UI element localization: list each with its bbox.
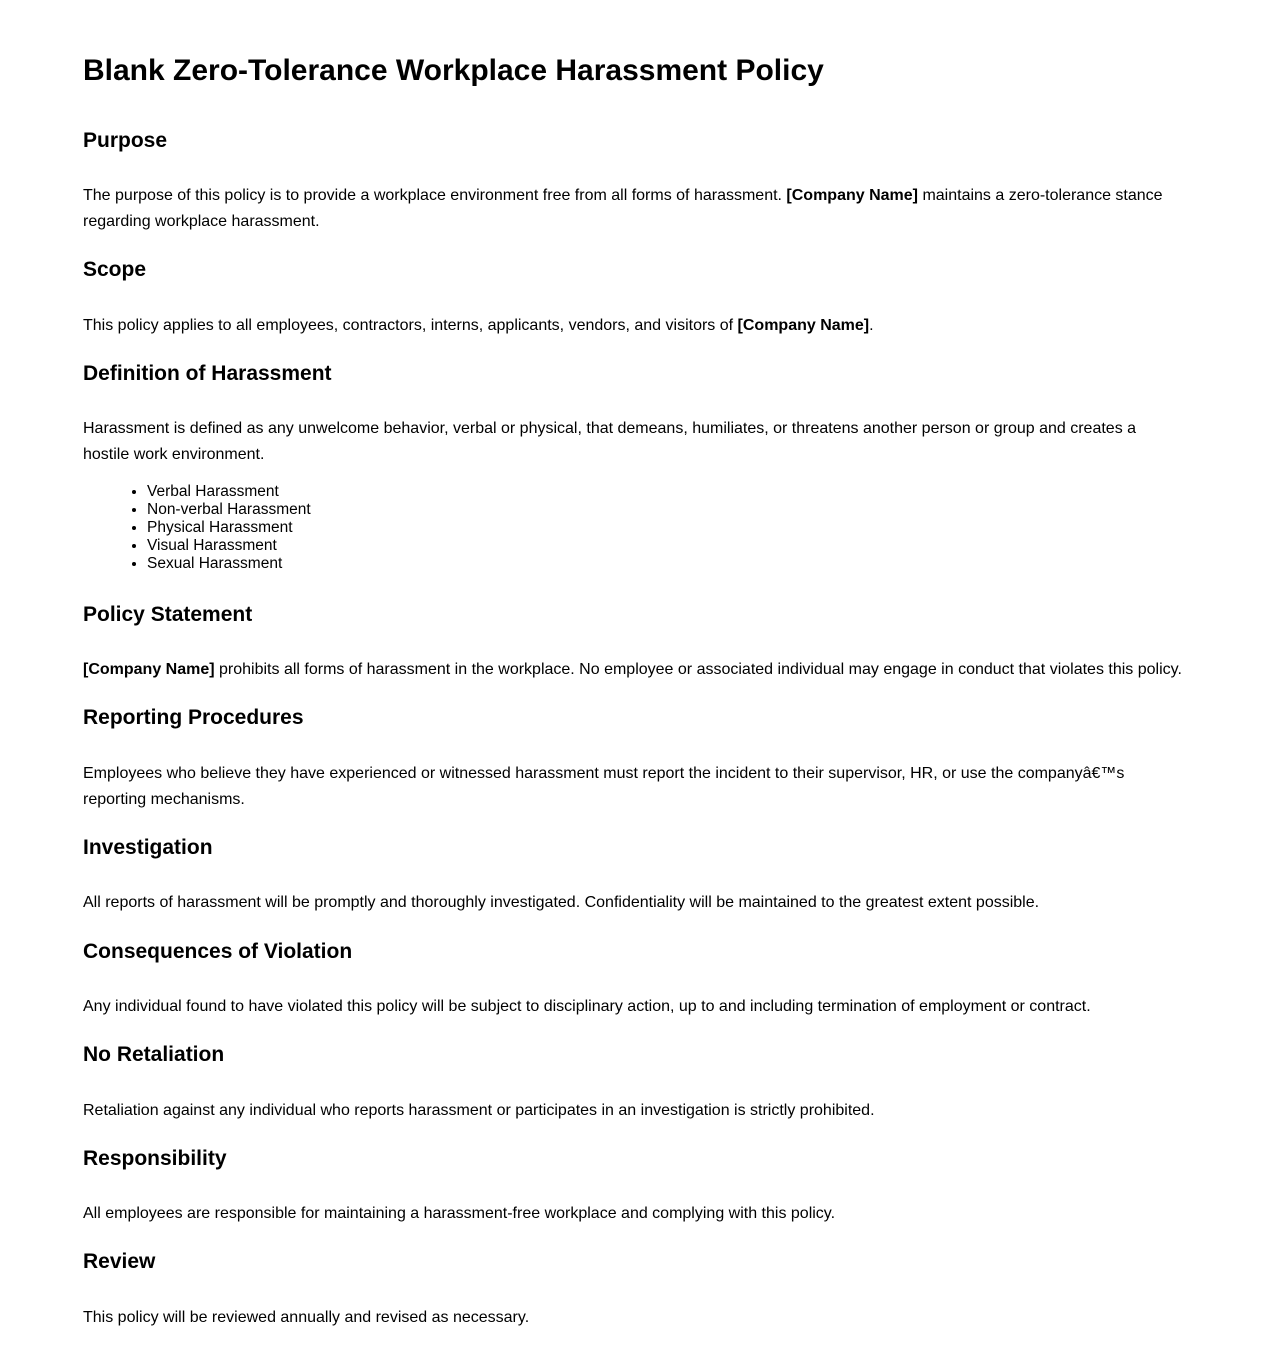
list-item: • Visual Harassment <box>147 537 1183 555</box>
harassment-types-list <box>83 483 1183 573</box>
company-name-placeholder: [Company Name] <box>83 661 215 679</box>
section-heading-review: Review <box>83 1250 156 1274</box>
section-responsibility <box>83 1147 1183 1228</box>
responsibility-paragraph <box>83 1201 1183 1227</box>
paragraph-text: Harassment is defined as any unwelcome behavior, verbal or physical, that demeans, humiliates, or threatens another person or group and creates a hostile work environment. <box>83 420 1137 464</box>
section-heading-responsibility: Responsibility <box>83 1146 227 1170</box>
paragraph-text: . <box>869 316 874 334</box>
section-scope <box>83 258 1183 339</box>
section-consequences <box>83 940 1183 1021</box>
section-heading-no-retaliation: No Retaliation <box>83 1043 225 1067</box>
no-retaliation-paragraph <box>83 1098 1183 1124</box>
list-item: • Non-verbal Harassment <box>147 501 1183 519</box>
list-item: • Verbal Harassment <box>147 483 1183 501</box>
paragraph-text: The purpose of this policy is to provide a workplace environment free from all forms of harassment. <box>83 186 787 204</box>
paragraph-text: This policy will be reviewed annually and revised as necessary. <box>83 1308 530 1326</box>
company-name-placeholder: [Company Name] <box>786 186 918 204</box>
paragraph-text: prohibits all forms of harassment in the workplace. No employee or associated individual may engage in conduct that violates this policy. <box>214 661 1182 679</box>
investigation-paragraph <box>83 890 1183 916</box>
section-heading-investigation: Investigation <box>83 836 213 860</box>
reporting-paragraph <box>83 761 1183 814</box>
paragraph-text: Employees who believe they have experienced or witnessed harassment must report the incident to their supervisor, HR, or use the companyâ€™s reporting mechanisms. <box>83 764 1125 808</box>
list-item: • Sexual Harassment <box>147 555 1183 573</box>
company-name-placeholder: [Company Name] <box>737 316 870 334</box>
section-heading-purpose: Purpose <box>83 128 168 152</box>
section-heading-policy-statement: Policy Statement <box>83 602 253 626</box>
section-heading-reporting: Reporting Procedures <box>83 706 304 730</box>
policy-statement-paragraph <box>83 657 1183 683</box>
section-reporting <box>83 706 1183 813</box>
section-heading-scope: Scope <box>83 258 147 282</box>
section-no-retaliation <box>83 1043 1183 1124</box>
purpose-paragraph <box>83 183 1183 236</box>
definition-paragraph <box>83 416 1183 469</box>
section-heading-consequences: Consequences of Violation <box>83 939 353 963</box>
section-investigation <box>83 836 1183 917</box>
paragraph-text: maintains a zero-tolerance stance regarding workplace harassment. <box>83 186 1163 231</box>
section-definition <box>83 362 1183 573</box>
paragraph-text: This policy applies to all employees, contractors, interns, applicants, vendors, and visitors of <box>83 316 738 334</box>
section-review <box>83 1250 1183 1331</box>
section-heading-definition: Definition of Harassment <box>83 361 332 385</box>
review-paragraph <box>83 1305 1183 1331</box>
paragraph-text: Any individual found to have violated this policy will be subject to disciplinary action, up to and including termination of employment or contract. <box>83 998 1091 1015</box>
scope-paragraph <box>83 313 1183 339</box>
paragraph-text: Retaliation against any individual who reports harassment or participates in an investigation is strictly prohibited. <box>83 1101 875 1119</box>
paragraph-text: All employees are responsible for maintaining a harassment-free workplace and complying with this policy. <box>83 1205 836 1223</box>
section-policy-statement <box>83 603 1183 684</box>
section-purpose <box>83 129 1183 236</box>
paragraph-text: All reports of harassment will be promptly and thoroughly investigated. Confidentiality will be maintained to the greatest extent possible. <box>83 894 1040 912</box>
list-item: • Physical Harassment <box>147 519 1183 537</box>
page-title: Blank Zero-Tolerance Workplace Harassment Policy <box>83 54 824 87</box>
consequences-paragraph <box>83 994 1183 1020</box>
